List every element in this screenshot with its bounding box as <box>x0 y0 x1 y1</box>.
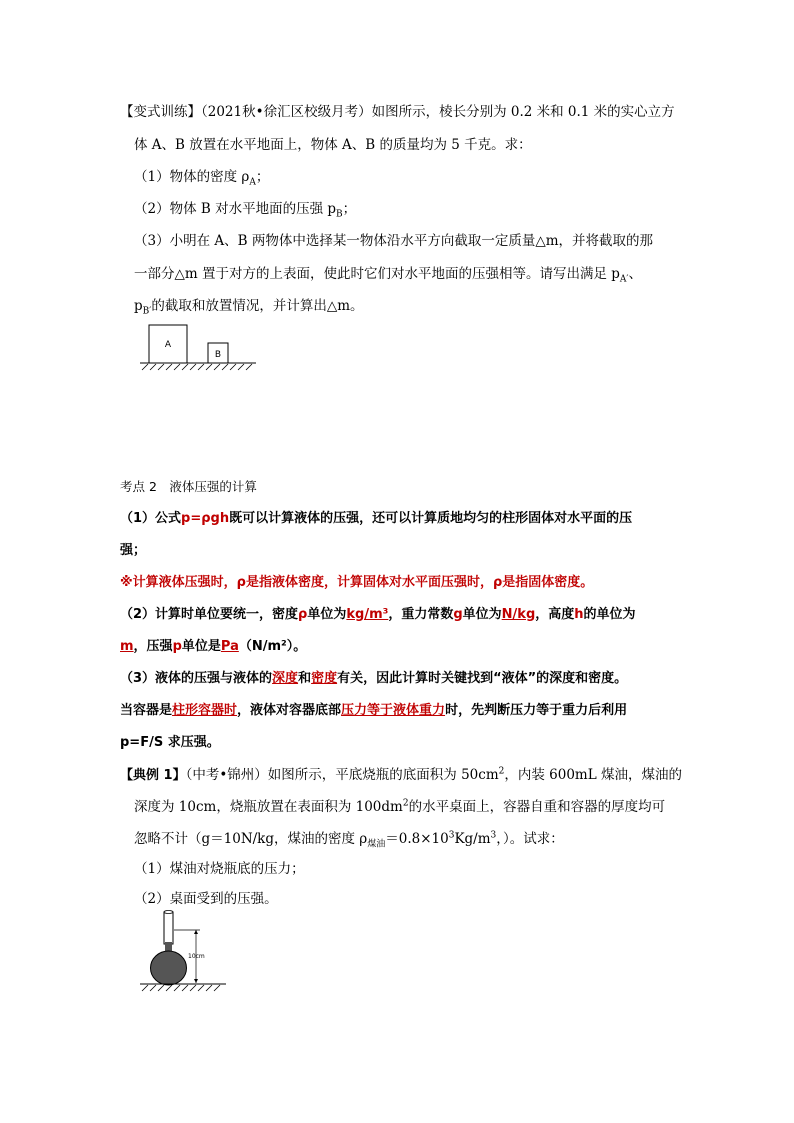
example1-question2: （2）桌面受到的压强。 <box>134 891 278 907</box>
example1-question1: （1）煤油对烧瓶底的压力； <box>134 861 305 877</box>
exercise1-question1: （1）物体的密度 $\rho_A$； <box>134 169 270 188</box>
example1-line2: 深度为 10cm，烧瓶放置在表面积为 $100dm^2$的水平桌面上，容器自重和容器的厚度均可 <box>134 798 666 815</box>
note-line: ※计算液体压强时，ρ是指液体密度，计算固体对水平面压强时，ρ是指固体密度。 <box>120 575 594 590</box>
point1-line1: （1）公式p=ρgh既可以计算液体的压强，还可以计算质地均匀的柱形固体对水平面的压 <box>120 511 633 526</box>
section-heading: 考点 2 液体压强的计算 <box>120 479 257 494</box>
exercise1-line1: 【变式训练】（2021秋•徐汇区校级月考）如图所示，棱长分别为 0.2 米和 0.1 米的实心立方 <box>120 104 675 120</box>
depth-label: 10cm <box>188 953 205 960</box>
exercise1-question3-line2: 一部分△m 置于对方的上表面，使此时它们对水平地面的压强相等。请写出满足 $p_{A'}$、 <box>134 266 642 285</box>
cube-b-label: B <box>214 350 222 360</box>
point2-line1: （2）计算时单位要统一，密度ρ单位为kg/m³，重力常数g单位为N/kg，高度h的单位为 <box>120 607 636 622</box>
cubes-figure <box>138 322 268 374</box>
exercise1-question3-line3: $p_{B'}$的截取和放置情况，并计算出△m。 <box>134 298 364 317</box>
point1-line2: 强； <box>120 543 147 558</box>
point3-line1: （3）液体的压强与液体的深度和密度有关，因此计算时关键找到“液体”的深度和密度。 <box>120 671 628 686</box>
exercise1-question2: （2）物体 B 对水平地面的压强 $p_B$； <box>134 201 357 220</box>
flask-figure <box>138 908 228 993</box>
example1-line3: 忽略不计（g＝10N/kg，煤油的密度 $\rho_{煤油}=0.8\times 10^3Kg/m^3$，）。试求： <box>134 830 564 850</box>
point3-line2: 当容器是柱形容器时，液体对容器底部压力等于液体重力时，先判断压力等于重力后利用 <box>120 703 628 718</box>
point2-line2: m，压强p单位是Pa（N/m²）。 <box>120 639 307 654</box>
exercise1-line2: 体 A、B 放置在水平地面上，物体 A、B 的质量均为 5 千克。求： <box>134 137 532 153</box>
example1-line1: 【典例 1】（中考•锦州）如图所示，平底烧瓶的底面积为 $50cm^2$，内装 600mL 煤油，煤油的 <box>120 766 682 783</box>
point3-line3: p=F/S 求压强。 <box>120 735 220 750</box>
example-tag: 【典例 1】 <box>120 768 186 783</box>
flask-neck <box>164 912 173 944</box>
formula: p=ρgh <box>181 511 230 526</box>
cube-a-label: A <box>164 340 172 350</box>
flask-bulb <box>151 951 187 985</box>
exercise-tag: 【变式训练】 <box>120 104 201 120</box>
exercise1-question3-line1: （3）小明在 A、B 两物体中选择某一物体沿水平方向截取一定质量△m，并将截取的那 <box>134 233 654 249</box>
